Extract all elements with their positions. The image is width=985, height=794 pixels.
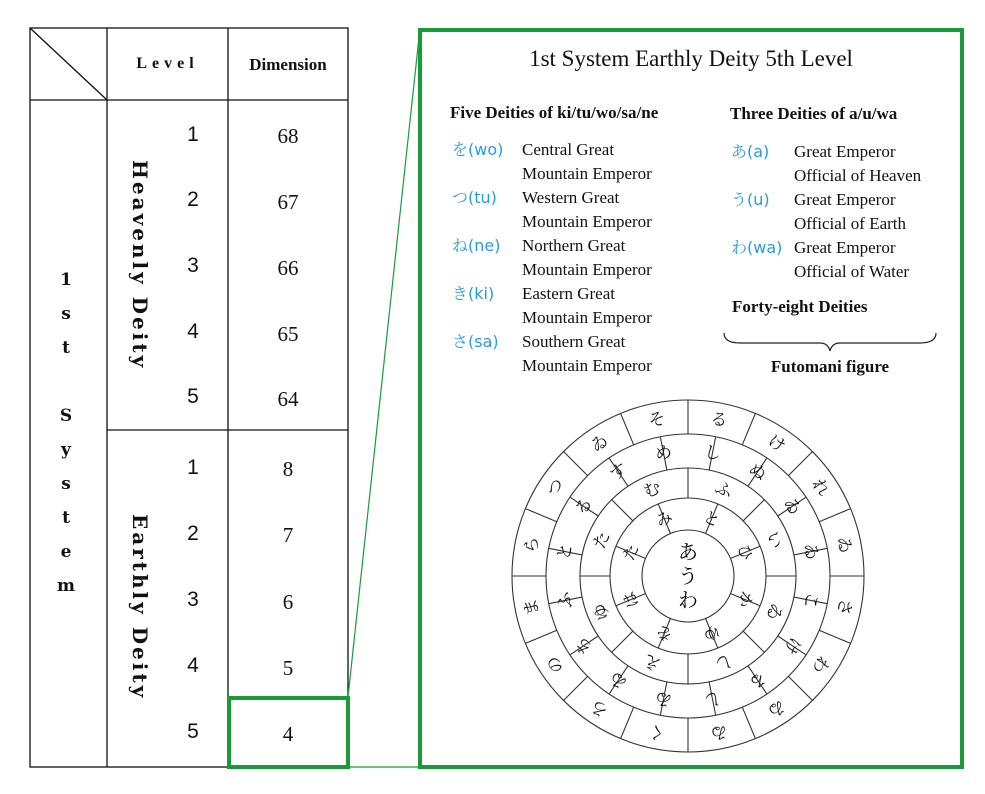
brace-icon bbox=[720, 325, 940, 355]
deity-name: Official of Earth bbox=[794, 214, 907, 233]
futomani-kana: ゐ bbox=[761, 599, 787, 624]
list-item bbox=[452, 138, 652, 186]
futomani-kana: け bbox=[763, 430, 789, 457]
futomani-kana: そ bbox=[646, 408, 668, 432]
futomani-kana: ゐ bbox=[653, 687, 674, 711]
list-item bbox=[452, 282, 652, 330]
futomani-kana: ろ bbox=[587, 695, 613, 722]
dimension-cell: 6 bbox=[282, 590, 294, 614]
futomani-kana: た bbox=[589, 528, 615, 553]
kana-label: つ(tu) bbox=[452, 188, 497, 207]
ring-divider bbox=[525, 630, 556, 643]
level-cell: 3 bbox=[187, 254, 199, 277]
futomani-kana: こ bbox=[799, 590, 823, 611]
futomani-kana: と bbox=[553, 541, 577, 562]
forty-eight-label: Forty-eight Deities bbox=[732, 297, 868, 316]
kana-label: ね(ne) bbox=[452, 236, 501, 255]
futomani-kana: ゆ bbox=[700, 621, 723, 646]
ring-divider bbox=[819, 509, 850, 522]
futomani-kana: の bbox=[542, 651, 569, 677]
level-cell: 3 bbox=[187, 588, 199, 611]
level-cell: 1 bbox=[187, 456, 199, 479]
futomani-kana: い bbox=[761, 528, 787, 553]
five-deities-heading: Five Deities of ki/tu/wo/sa/ne bbox=[450, 103, 659, 122]
futomani-kana: け bbox=[778, 632, 805, 659]
futomani-kana: ゐ bbox=[587, 430, 613, 457]
futomani-kana: し bbox=[702, 687, 723, 711]
futomani-kana: を bbox=[653, 621, 676, 646]
futomani-kana: ふ bbox=[711, 477, 736, 503]
futomani-kana: む bbox=[640, 477, 665, 503]
futomani-kana: ゐ bbox=[708, 720, 730, 744]
center-kana: う bbox=[678, 564, 698, 588]
ring-divider bbox=[612, 631, 633, 652]
futomani-kana: ゐ bbox=[605, 666, 632, 693]
dimension-cell: 7 bbox=[282, 523, 294, 547]
futomani-kana: ふ bbox=[553, 590, 577, 611]
futomani-label: Futomani figure bbox=[770, 357, 890, 376]
center-kana: あ bbox=[678, 540, 698, 564]
deity-name: Southern Great bbox=[522, 332, 626, 351]
header-level: Level bbox=[136, 55, 199, 72]
deity-name: Mountain Emperor bbox=[522, 308, 652, 327]
deity-name: Official of Heaven bbox=[794, 166, 922, 185]
ring-divider bbox=[621, 413, 634, 444]
list-item bbox=[731, 188, 921, 236]
deity-name: Mountain Emperor bbox=[522, 260, 652, 279]
deity-name: Mountain Emperor bbox=[522, 164, 652, 183]
header-dimension: Dimension bbox=[249, 55, 327, 74]
deity-name: Great Emperor bbox=[794, 190, 896, 209]
ring-divider bbox=[612, 500, 633, 521]
earthly-label: Earthly Deity bbox=[128, 514, 152, 701]
futomani-kana: ぬ bbox=[744, 459, 771, 486]
futomani-kana: つ bbox=[542, 475, 569, 501]
futomani-kana: ひ bbox=[733, 541, 758, 564]
deity-name: Eastern Great bbox=[522, 284, 615, 303]
futomani-kana: め bbox=[653, 441, 674, 465]
futomani-kana: し bbox=[711, 649, 736, 675]
deity-name: Mountain Emperor bbox=[522, 356, 652, 375]
deity-name: Northern Great bbox=[522, 236, 626, 255]
futomani-figure bbox=[510, 398, 866, 754]
five-deities-list bbox=[452, 138, 652, 378]
dimension-cell: 66 bbox=[277, 256, 299, 280]
center-kana: わ bbox=[678, 588, 698, 612]
level-cell: 4 bbox=[187, 320, 199, 343]
ring-divider bbox=[742, 413, 755, 444]
ring-divider bbox=[525, 509, 556, 522]
dimension-cell: 5 bbox=[282, 656, 294, 680]
panel-title: 1st System Earthly Deity 5th Level bbox=[529, 46, 853, 71]
dimension-cell: 65 bbox=[277, 322, 299, 346]
kana-label: を(wo) bbox=[452, 140, 504, 159]
dimension-cell: 8 bbox=[282, 457, 294, 481]
futomani-kana: わ bbox=[807, 651, 834, 677]
futomani-kana: る bbox=[708, 408, 730, 432]
ring-divider bbox=[819, 630, 850, 643]
system-label: 1st System bbox=[56, 270, 76, 610]
dimension-cell: 4 bbox=[282, 722, 294, 746]
three-deities-list bbox=[731, 140, 921, 284]
kana-label: あ(a) bbox=[731, 142, 770, 161]
futomani-kana: ゐ bbox=[763, 695, 789, 722]
list-item bbox=[452, 234, 652, 282]
ring-divider bbox=[621, 707, 634, 738]
level-cell: 4 bbox=[187, 654, 199, 677]
deity-name: Great Emperor bbox=[794, 238, 896, 257]
level-cell: 1 bbox=[187, 123, 199, 146]
futomani-kana: ゐ bbox=[778, 493, 805, 520]
ring-divider bbox=[564, 676, 588, 700]
futomani-kana: ら bbox=[520, 534, 544, 556]
deity-name: Western Great bbox=[522, 188, 620, 207]
list-item bbox=[731, 140, 921, 188]
deity-name: Central Great bbox=[522, 140, 615, 159]
level-cell: 2 bbox=[187, 188, 199, 211]
ring-divider bbox=[743, 631, 764, 652]
futomani-kana: か bbox=[733, 588, 758, 611]
kana-label: う(u) bbox=[731, 190, 770, 209]
futomani-kana: ゆ bbox=[589, 599, 615, 624]
ring-divider bbox=[788, 452, 812, 476]
list-item bbox=[731, 236, 921, 284]
futomani-kana: し bbox=[702, 441, 723, 465]
futomani-kana: く bbox=[646, 720, 668, 744]
dimension-cell: 68 bbox=[277, 124, 299, 148]
kana-label: さ(sa) bbox=[452, 332, 499, 351]
futomani-kana: れ bbox=[807, 475, 834, 501]
futomani-kana: ゐ bbox=[832, 534, 856, 556]
ring-divider bbox=[743, 500, 764, 521]
three-deities-heading: Three Deities of a/u/wa bbox=[730, 104, 898, 123]
deity-name: Mountain Emperor bbox=[522, 212, 652, 231]
futomani-kana: ち bbox=[571, 632, 598, 659]
futomani-kana: た bbox=[618, 541, 643, 564]
level-cell: 5 bbox=[187, 720, 199, 743]
list-item bbox=[452, 186, 652, 234]
futomani-kana: え bbox=[640, 649, 665, 675]
futomani-kana: み bbox=[653, 506, 676, 531]
futomani-kana: る bbox=[571, 493, 598, 520]
futomani-kana: ま bbox=[520, 596, 544, 618]
futomani-kana: す bbox=[605, 459, 632, 486]
futomani-kana: と bbox=[700, 506, 723, 531]
kana-label: き(ki) bbox=[452, 284, 495, 303]
dimension-cell: 64 bbox=[277, 387, 299, 411]
ring-divider bbox=[564, 452, 588, 476]
level-cell: 5 bbox=[187, 385, 199, 408]
deity-name: Official of Water bbox=[794, 262, 910, 281]
futomani-kana: は bbox=[618, 588, 643, 611]
level-cell: 2 bbox=[187, 522, 199, 545]
list-item bbox=[452, 330, 652, 378]
kana-label: わ(wa) bbox=[731, 238, 783, 257]
futomani-kana: る bbox=[744, 666, 771, 693]
ring-divider bbox=[788, 676, 812, 700]
futomani-kana: ゐ bbox=[799, 541, 823, 562]
deity-name: Great Emperor bbox=[794, 142, 896, 161]
ring-divider bbox=[742, 707, 755, 738]
dimension-cell: 67 bbox=[277, 190, 299, 214]
heavenly-label: Heavenly Deity bbox=[128, 160, 152, 371]
futomani-kana: さ bbox=[832, 596, 856, 618]
